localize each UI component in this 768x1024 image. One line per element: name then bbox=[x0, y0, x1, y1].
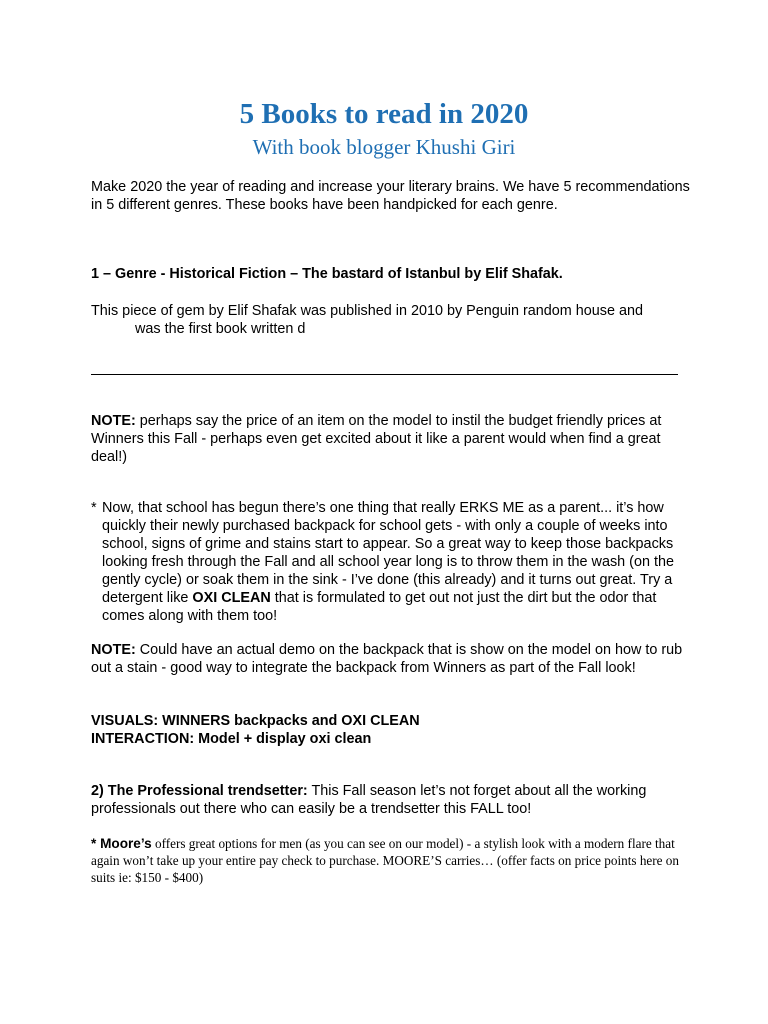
note-2-text: Could have an actual demo on the backpack that is show on the model on how to rub out a stain - good way to integrate the backpack from Winners as part of the Fall look! bbox=[91, 642, 683, 676]
section-1-paragraph bbox=[91, 302, 691, 338]
moores-marker: * bbox=[91, 836, 101, 851]
intro-paragraph: Make 2020 the year of reading and increase your literary brains. We have 5 recommendations in 5 different genres. These books have been handpicked for each genre. bbox=[91, 179, 690, 213]
note-2 bbox=[91, 641, 691, 677]
section-1-line-2: was the first book written d bbox=[135, 321, 306, 337]
visuals-block bbox=[91, 712, 691, 748]
horizontal-divider bbox=[91, 374, 678, 375]
note-2-label: NOTE: bbox=[91, 642, 136, 658]
bullet-marker: * bbox=[91, 500, 97, 516]
note-1 bbox=[91, 412, 691, 466]
interaction-line: INTERACTION: Model + display oxi clean bbox=[91, 731, 372, 747]
section-1-heading: 1 – Genre - Historical Fiction – The bastard of Istanbul by Elif Shafak. bbox=[91, 266, 563, 282]
section-2 bbox=[91, 782, 691, 818]
section-2-text: This Fall season let’s not forget about all the working professionals out there who can easily be a trendsetter this FALL too! bbox=[91, 783, 647, 817]
note-1-text: perhaps say the price of an item on the model to instil the budget friendly prices at Winners this Fall - perhaps even get excited about it like a parent would when find a great deal!) bbox=[91, 413, 662, 465]
bullet-text-before: Now, that school has begun there’s one thing that really ERKS ME as a parent... it’s how quickly their newly purchased backpack for school gets - with only a couple of weeks into school, signs of grime and stains start to appear. So a great way to keep those backpacks looking fresh through the Fall and all school year long is to throw them in the wash (on the gently cycle) or soak them in the sink - I’ve done (this already) and it turns out great. Try a detergent like bbox=[102, 500, 674, 606]
section-1-line-1: This piece of gem by Elif Shafak was published in 2010 by Penguin random house and bbox=[91, 303, 643, 319]
moores-paragraph bbox=[91, 835, 691, 886]
bullet-text bbox=[102, 499, 692, 625]
document-title: 5 Books to read in 2020 bbox=[239, 98, 529, 130]
note-1-label: NOTE: bbox=[91, 413, 136, 429]
moores-name: Moore’s bbox=[100, 836, 152, 851]
moores-text: offers great options for men (as you can see on our model) - a stylish look with a modern flare that again won’t take up your entire pay check to purchase. MOORE’S carries… (offer facts on price points here on suits ie: $150 - $400) bbox=[91, 836, 679, 885]
section-2-heading: 2) The Professional trendsetter: bbox=[91, 783, 308, 799]
bullet-bold-product: OXI CLEAN bbox=[192, 590, 271, 606]
bullet-text-after: that is formulated to get out not just the dirt but the odor that comes along with them too! bbox=[102, 590, 657, 624]
document-subtitle: With book blogger Khushi Giri bbox=[252, 135, 516, 159]
visuals-line: VISUALS: WINNERS backpacks and OXI CLEAN bbox=[91, 713, 420, 729]
